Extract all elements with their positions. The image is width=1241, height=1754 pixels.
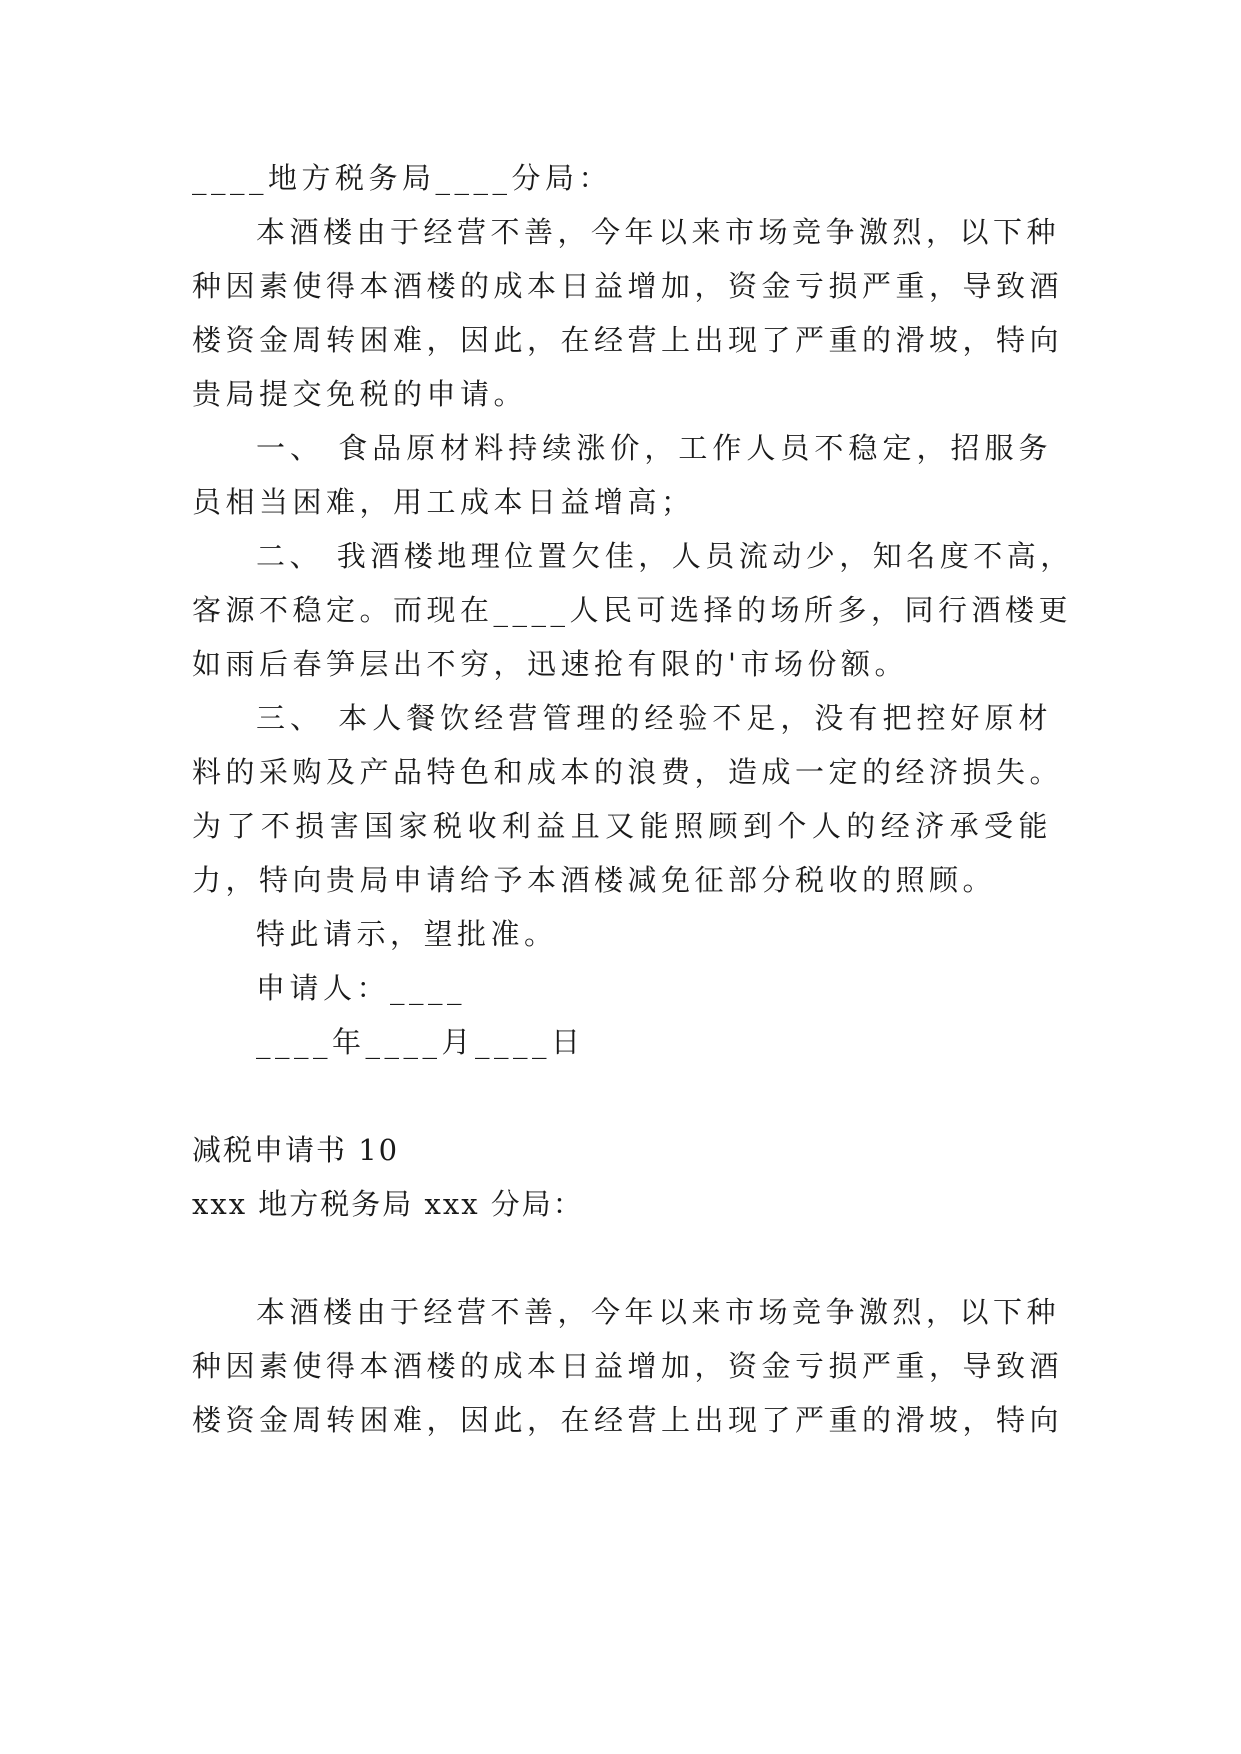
paragraph-line: 种因素使得本酒楼的成本日益增加，资金亏损严重，导致酒 xyxy=(192,1349,1064,1383)
applicant-line: 申请人：____ xyxy=(256,971,467,1005)
paragraph-line: 三、 本人餐饮经营管理的经验不足，没有把控好原材 xyxy=(256,701,1052,735)
paragraph-line: 如雨后春笋层出不穷，迅速抢有限的'市场份额。 xyxy=(192,647,908,681)
paragraph-line: 为了不损害国家税收利益且又能照顾到个人的经济承受能 xyxy=(192,809,1052,843)
paragraph-line: 客源不稳定。而现在____人民可选择的场所多，同行酒楼更 xyxy=(192,593,1073,627)
date-line: ____年____月____日 xyxy=(256,1025,585,1059)
paragraph-line: 种因素使得本酒楼的成本日益增加，资金亏损严重，导致酒 xyxy=(192,269,1064,303)
paragraph-line: 二、 我酒楼地理位置欠佳，人员流动少，知名度不高， xyxy=(256,539,1074,573)
paragraph-line: 料的采购及产品特色和成本的浪费，造成一定的经济损失。 xyxy=(192,755,1064,789)
paragraph-line: 力，特向贵局申请给予本酒楼减免征部分税收的照顾。 xyxy=(192,863,997,897)
letter-salutation: ____地方税务局____分局： xyxy=(192,161,613,195)
closing-line: 特此请示，望批准。 xyxy=(256,917,558,951)
paragraph-line: 楼资金周转困难，因此，在经营上出现了严重的滑坡，特向 xyxy=(192,1403,1064,1437)
paragraph-line: 员相当困难，用工成本日益增高； xyxy=(192,485,695,519)
section-title: 减税申请书 10 xyxy=(192,1133,400,1167)
paragraph-line: 本酒楼由于经营不善，今年以来市场竞争激烈，以下种 xyxy=(256,215,1061,249)
paragraph-line: 本酒楼由于经营不善，今年以来市场竞争激烈，以下种 xyxy=(256,1295,1061,1329)
letter-salutation: xxx 地方税务局 xxx 分局： xyxy=(192,1187,584,1221)
paragraph-line: 贵局提交免税的申请。 xyxy=(192,377,528,411)
paragraph-line: 一、 食品原材料持续涨价，工作人员不稳定，招服务 xyxy=(256,431,1052,465)
paragraph-line: 楼资金周转困难，因此，在经营上出现了严重的滑坡，特向 xyxy=(192,323,1064,357)
